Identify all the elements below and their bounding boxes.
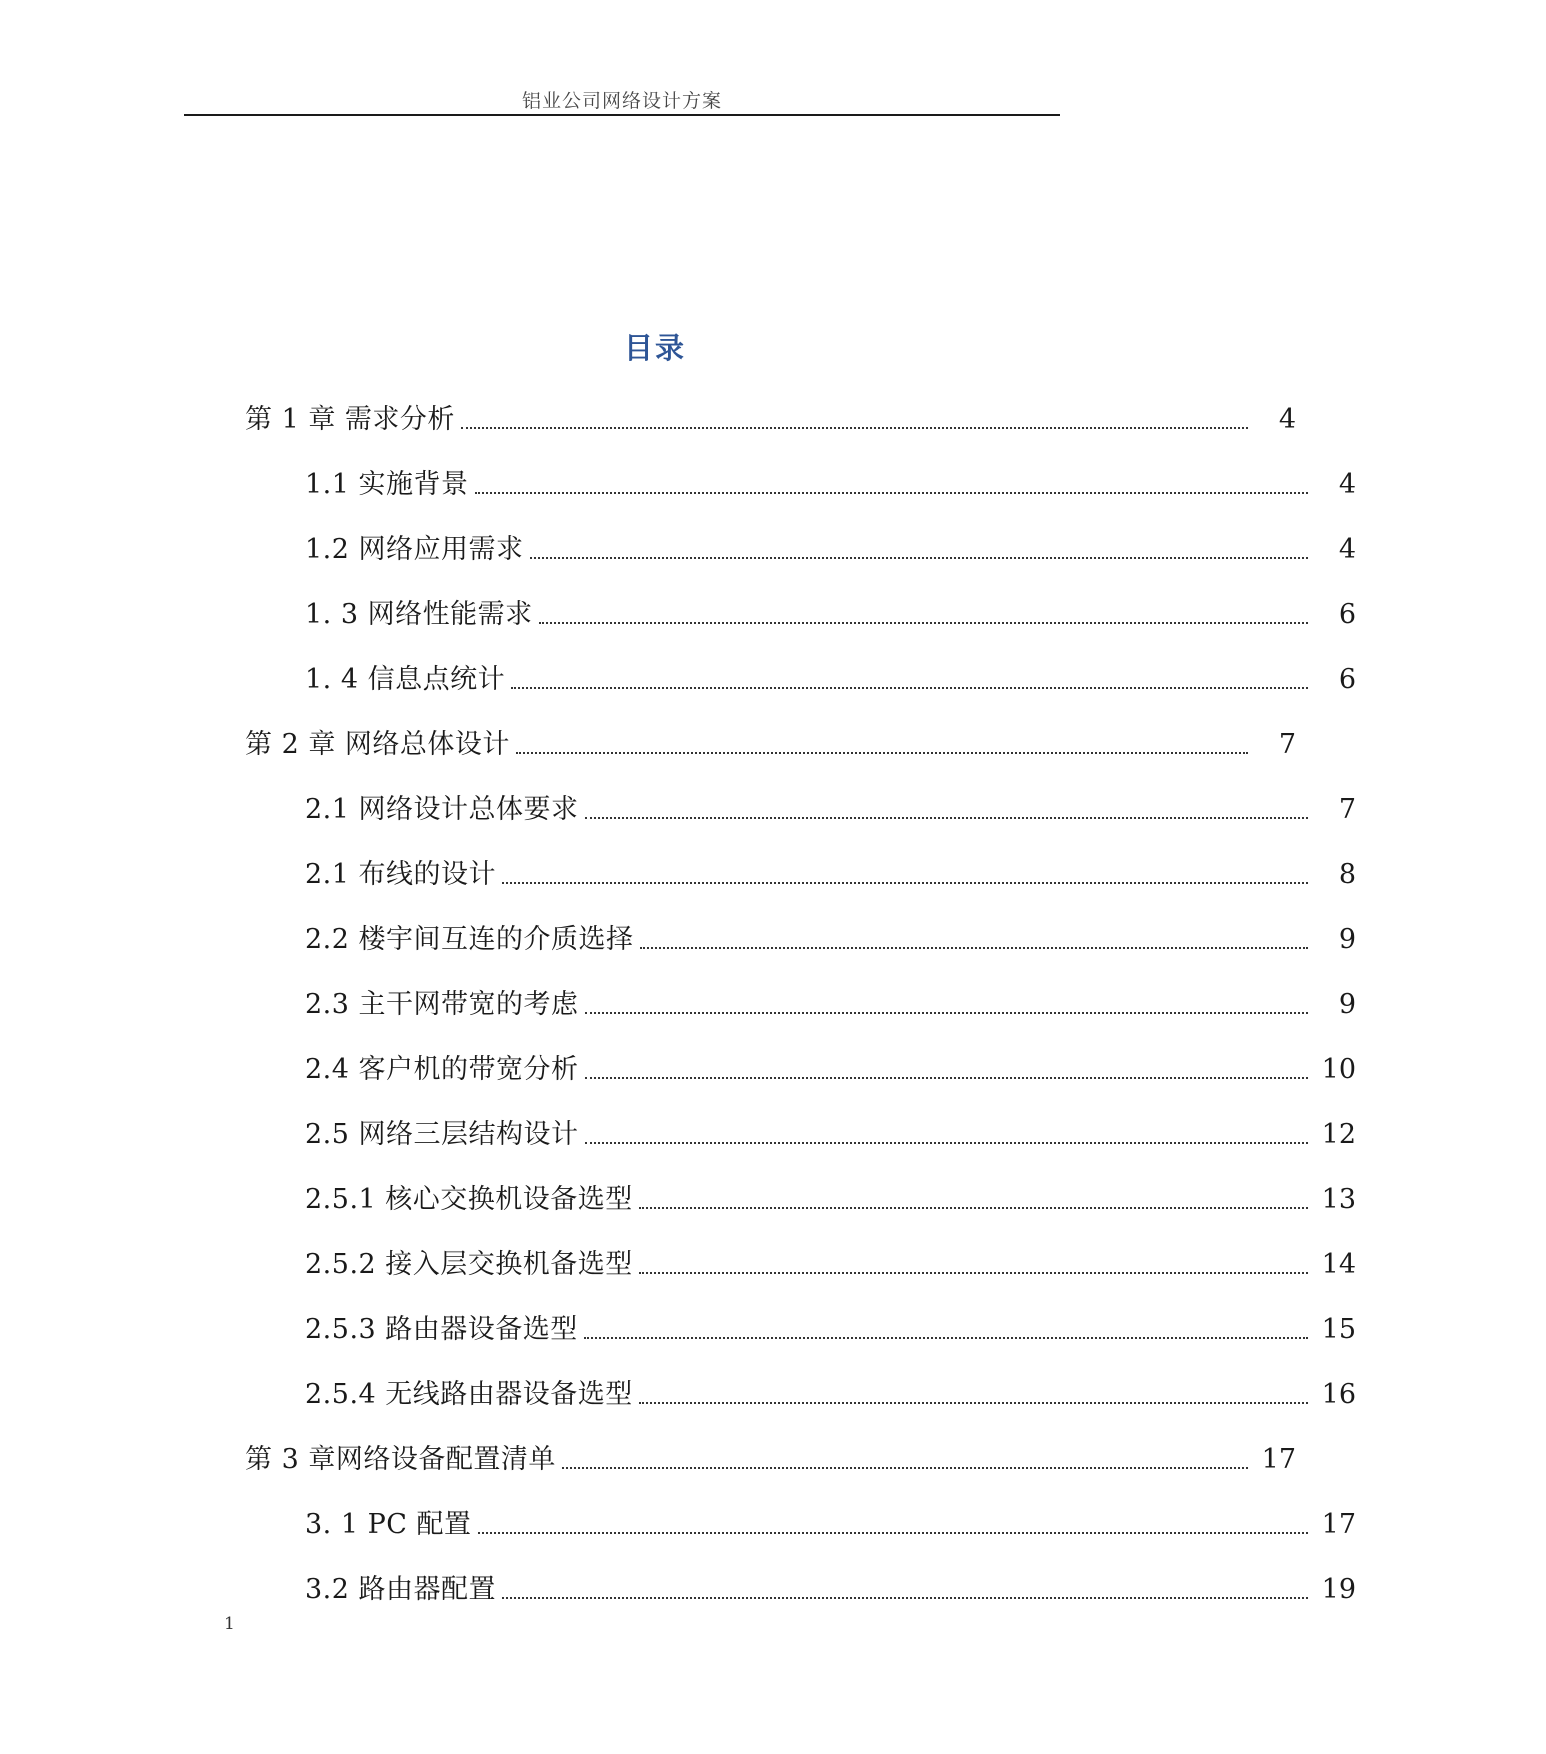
toc-entry-page: 8 [1338,859,1356,890]
toc-entry[interactable] [0,1306,1546,1346]
dot-leader [585,817,1308,819]
toc-entry-page: 16 [1321,1379,1356,1410]
toc-entry[interactable] [0,1111,1546,1151]
dot-leader [516,752,1248,754]
toc-entry-page: 4 [1338,534,1356,565]
dot-leader [584,1337,1308,1339]
page-number: 1 [224,1614,235,1634]
toc-entry-page: 10 [1321,1054,1356,1085]
toc-entry-page: 6 [1338,664,1356,695]
toc-entry-text: 2.1 布线的设计 [305,859,497,890]
toc-entry-page: 17 [1321,1509,1356,1540]
toc-entry-text: 2.5.2 接入层交换机备选型 [305,1249,633,1280]
toc-entry-text: 2.5.3 路由器设备选型 [305,1314,578,1345]
toc-entry-text: 1.1 实施背景 [305,469,469,500]
dot-leader [511,687,1308,689]
toc-entry-text: 2.5.4 无线路由器设备选型 [305,1379,633,1410]
toc-entry[interactable] [0,1176,1546,1216]
dot-leader [502,882,1308,884]
dot-leader [502,1597,1308,1599]
toc-entry[interactable] [0,1241,1546,1281]
toc-entry-page: 4 [1338,469,1356,500]
dot-leader [539,622,1308,624]
dot-leader [639,1207,1308,1209]
toc-entry-text: 2.1 网络设计总体要求 [305,794,579,825]
toc-entry-page: 6 [1338,599,1356,630]
dot-leader [475,492,1308,494]
toc-entry[interactable] [0,656,1546,696]
toc-entry-text: 1. 3 网络性能需求 [305,599,533,630]
toc-entry[interactable] [0,591,1546,631]
toc-entry[interactable] [0,526,1546,566]
toc-entry[interactable] [0,1501,1546,1541]
dot-leader [478,1532,1308,1534]
toc-entry[interactable] [0,916,1546,956]
toc-entry[interactable] [0,851,1546,891]
toc-entry-page: 12 [1321,1119,1356,1150]
toc-entry[interactable] [0,981,1546,1021]
toc-entry[interactable] [0,786,1546,826]
toc-entry-text: 2.5 网络三层结构设计 [305,1119,579,1150]
toc-entry-page: 17 [1261,1444,1296,1475]
toc-entry-text: 2.5.1 核心交换机设备选型 [305,1184,633,1215]
toc-entry[interactable] [0,1371,1546,1411]
dot-leader [461,427,1248,429]
toc-entry[interactable] [0,721,1486,761]
toc-entry-page: 7 [1278,729,1296,760]
dot-leader [639,1272,1308,1274]
toc-entry-page: 14 [1321,1249,1356,1280]
dot-leader [585,1142,1308,1144]
toc-entry-text: 2.2 楼宇间互连的介质选择 [305,924,634,955]
toc-entry-text: 第 1 章 需求分析 [245,404,455,435]
dot-leader [639,1402,1308,1404]
dot-leader [640,947,1308,949]
toc-entry-text: 3.2 路由器配置 [305,1574,497,1605]
running-header: 铝业公司网络设计方案 [521,90,722,112]
toc-entry-text: 1.2 网络应用需求 [305,534,524,565]
toc-entry-page: 9 [1338,989,1356,1020]
toc-entry[interactable] [0,1046,1546,1086]
dot-leader [530,557,1308,559]
toc-entry-text: 第 2 章 网络总体设计 [245,729,510,760]
toc-entry-text: 1. 4 信息点统计 [305,664,506,695]
toc-entry[interactable] [0,396,1486,436]
toc-entry-page: 15 [1321,1314,1356,1345]
toc-entry-text: 2.4 客户机的带宽分析 [305,1054,579,1085]
dot-leader [562,1467,1248,1469]
toc-entry-page: 19 [1321,1574,1356,1605]
toc-entry-text: 3. 1 PC 配置 [305,1509,472,1540]
toc-entry-page: 13 [1321,1184,1356,1215]
toc-entry-text: 第 3 章网络设备配置清单 [245,1444,556,1475]
toc-entry-page: 7 [1338,794,1356,825]
toc-entry[interactable] [0,1566,1546,1606]
toc-entry[interactable] [0,461,1546,501]
toc-entry-page: 4 [1278,404,1296,435]
toc-entry[interactable] [0,1436,1486,1476]
dot-leader [585,1077,1308,1079]
toc-entry-text: 2.3 主干网带宽的考虑 [305,989,579,1020]
toc-entry-page: 9 [1338,924,1356,955]
toc-title: 目录 [623,331,686,365]
dot-leader [585,1012,1308,1014]
